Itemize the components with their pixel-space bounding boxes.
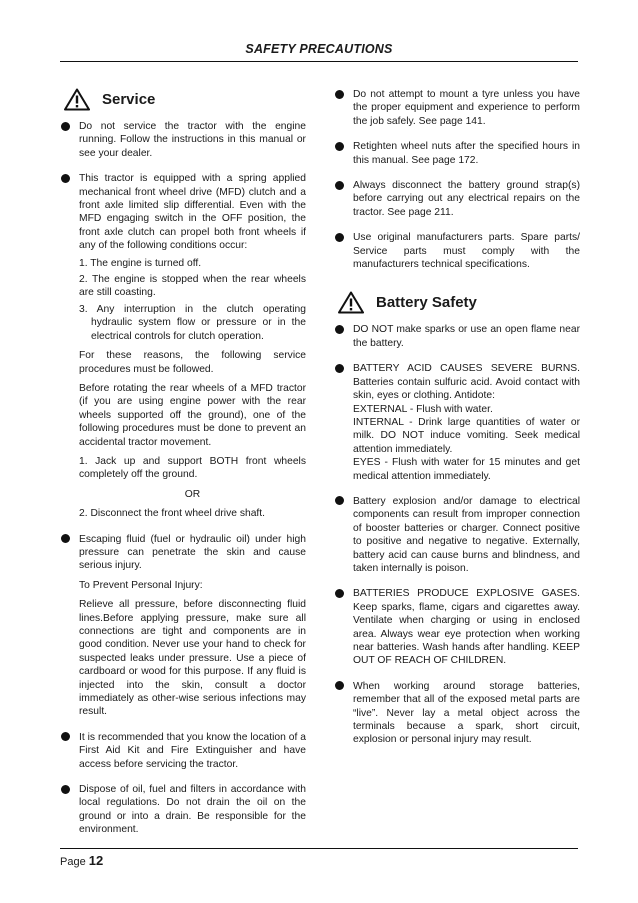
service-procedures-note: For these reasons, the following service procedures must be followed. <box>79 350 306 375</box>
service-bullet-4: It is recommended that you know the location of a First Aid Kit and Fire Extinguisher and have access before servicing the tractor. <box>60 731 306 771</box>
battery-bullet-4: BATTERIES PRODUCE EXPLOSIVE GASES. Keep sparks, flame, cigars and cigarettes away. Ventilate when charging or using in enclosed area. Always wear eye protection when working near batteries. Wash hands after handling. KEEP OUT OF REACH OF CHILDREN. <box>334 587 580 667</box>
battery-safety-heading-text: Battery Safety <box>376 293 477 311</box>
original-parts-bullet: Use original manufacturers parts. Spare parts/ Service parts must comply with the manufacturers technical specifications. <box>334 231 580 271</box>
service-or-label: OR <box>184 488 201 500</box>
battery-bullet-1: DO NOT make sparks or use an open flame near the battery. <box>334 323 580 350</box>
service-condition-2: 2. The engine is stopped when the rear wheels are still coasting. <box>79 274 306 299</box>
battery-acid-text: BATTERY ACID CAUSES SEVERE BURNS. Batteries contain sulfuric acid. Avoid contact with skin, eyes or clothing. Antidote: <box>353 363 580 402</box>
page-footer <box>60 853 103 868</box>
service-bullet-5: Dispose of oil, fuel and filters in accordance with local regulations. Do not drain the oil on the ground or into a drain. Be responsible for the environment. <box>60 783 306 837</box>
right-column <box>334 88 580 759</box>
battery-bullet-5: When working around storage batteries, remember that all of the exposed metal parts are “live”. Never lay a metal object across the terminals because a spark, short circuit, explosion or personal injury may result. <box>334 680 580 747</box>
service-condition-3: 3. Any interruption in the clutch operating hydraulic system flow or pressure or in the electrical controls for clutch operation. <box>79 303 306 342</box>
service-bullet-1: Do not service the tractor with the engine running. Follow the instructions in this manual or see your dealer. <box>60 120 306 160</box>
service-bullet-2: This tractor is equipped with a spring applied mechanical front wheel drive (MFD) clutch and a front axle limited slip differential. Even with the MFD engaging switch in the OFF position, the front axle clutch can propel both front wheels if any of the following conditions occur: <box>60 172 306 252</box>
battery-bullet-2 <box>334 362 580 483</box>
service-heading-text: Service <box>102 90 156 108</box>
tyre-bullet: Do not attempt to mount a tyre unless you have the proper equipment and experience to perform the job safely. See page 141. <box>334 88 580 128</box>
page-header-title: SAFETY PRECAUTIONS <box>245 42 393 56</box>
service-bullet-3: Escaping fluid (fuel or hydraulic oil) under high pressure can penetrate the skin and cause serious injury. <box>60 533 306 573</box>
footer-rule <box>60 848 578 849</box>
battery-antidote-internal: INTERNAL - Drink large quantities of water or milk. DO NOT induce vomiting. Seek medical attention immediately. <box>353 416 580 455</box>
service-procedure-1: 1. Jack up and support BOTH front wheels completely off the ground. <box>79 455 306 481</box>
service-procedure-2: 2. Disconnect the front wheel drive shaft. <box>79 508 266 520</box>
battery-bullet-3: Battery explosion and/or damage to electrical components can result from improper connection of booster batteries or charger. Connect positive to positive and negative to negative. Externally, battery acid can cause burns and blindness, and taken internally is poison. <box>334 495 580 575</box>
left-column <box>60 84 306 849</box>
warning-triangle-icon <box>64 88 90 111</box>
page-number: 12 <box>88 853 104 868</box>
service-prevent-injury: To Prevent Personal Injury: <box>79 579 203 591</box>
wheel-nuts-bullet: Retighten wheel nuts after the specified hours in this manual. See page 172. <box>334 140 580 167</box>
battery-ground-bullet: Always disconnect the battery ground strap(s) before carrying out any electrical repairs on the tractor. See page 211. <box>334 179 580 219</box>
page-label: Page <box>60 856 86 868</box>
battery-safety-heading <box>334 287 580 317</box>
service-heading <box>60 84 306 114</box>
battery-antidote-external: EXTERNAL - Flush with water. <box>353 403 493 415</box>
service-rotating-note: Before rotating the rear wheels of a MFD tractor (if you are using engine power with the rear wheels supported off the ground), one of the following procedures must be done to prevent an accidental tractor movement. <box>79 382 306 448</box>
service-relieve-pressure: Relieve all pressure, before disconnecting fluid lines.Before applying pressure, make sure all connections are tight and components are in good condition. Never use your hand to check for suspected leaks under pressure. Use a piece of cardboard or wood for this purpose. If any fluid is injected into the skin, consult a doctor immediately as other-wise serious infections may result. <box>79 599 306 718</box>
warning-triangle-icon <box>338 291 364 314</box>
header-rule <box>60 61 578 62</box>
battery-antidote-eyes: EYES - Flush with water for 15 minutes and get medical attention immediately. <box>353 457 580 482</box>
service-condition-1: 1. The engine is turned off. <box>79 257 202 269</box>
